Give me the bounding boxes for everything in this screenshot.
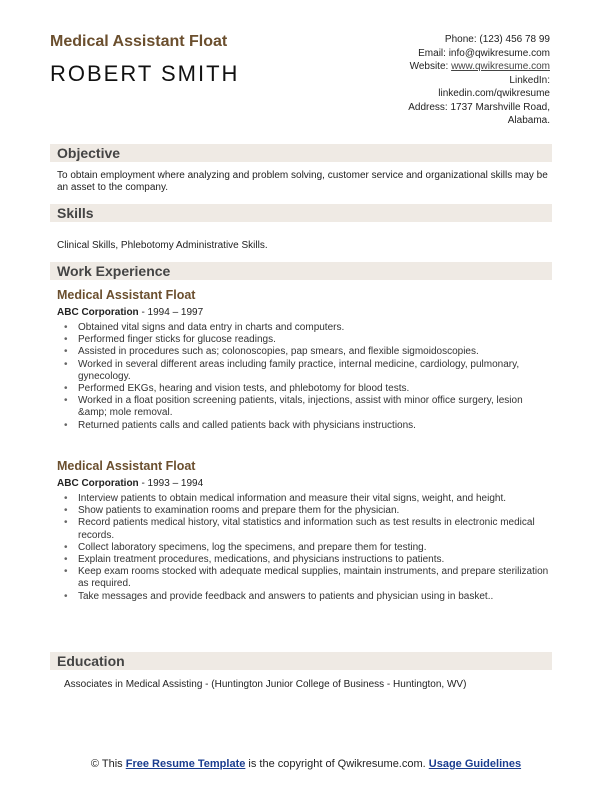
company-line-1 (57, 307, 203, 318)
list-item: • Explain treatment procedures, medications, and physicians instructions to patients. (62, 554, 552, 566)
footer-prefix: © This (90, 758, 126, 770)
list-item: • Obtained vital signs and data entry in charts and computers. (62, 322, 552, 334)
job-bullets-2 (62, 493, 552, 603)
free-resume-template-link[interactable]: Free Resume Template (125, 758, 246, 770)
list-item: • Worked in several different areas including family practice, internal medicine, cardiology, pulmonary, gynecology. (62, 359, 552, 383)
phone: Phone: (123) 456 78 99 (444, 34, 550, 45)
job-title-1: Medical Assistant Float (57, 288, 196, 302)
footer (0, 757, 612, 771)
website-label: Website: (409, 61, 452, 72)
list-item: • Keep exam rooms stocked with adequate medical supplies, maintain instruments, and prepare sterilization as required. (62, 566, 552, 590)
email: Email: info@qwikresume.com (418, 47, 550, 59)
list-item: • Performed EKGs, hearing and vision tests, and phlebotomy for blood tests. (62, 383, 552, 395)
work-section-header (50, 262, 552, 280)
linkedin-url: linkedin.com/qwikresume (438, 88, 550, 99)
education-text: Associates in Medical Assisting - (Huntington Junior College of Business - Huntington, WV) (64, 679, 467, 690)
objective-heading: Objective (57, 145, 121, 161)
work-heading: Work Experience (57, 263, 171, 279)
footer-middle: is the copyright of Qwikresume.com. (245, 758, 429, 770)
education-heading: Education (57, 653, 125, 669)
list-item: • Returned patients calls and called patients back with physicians instructions. (62, 420, 552, 432)
candidate-name: ROBERT SMITH (50, 61, 240, 86)
company-name-2: ABC Corporation (57, 478, 139, 489)
list-item: • Take messages and provide feedback and answers to patients and physician using in basket.. (62, 591, 552, 603)
skills-section-header (50, 204, 552, 222)
list-item: • Performed finger sticks for glucose readings. (62, 334, 552, 346)
address-line1: Address: 1737 Marshville Road, (408, 101, 550, 113)
linkedin-label: LinkedIn: (509, 74, 550, 86)
website-link[interactable]: www.qwikresume.com (451, 61, 550, 72)
company-name-1: ABC Corporation (57, 307, 139, 318)
list-item: • Interview patients to obtain medical information and measure their vital signs, weight, and height. (62, 493, 552, 505)
header-left (50, 33, 239, 87)
education-section-header (50, 652, 552, 670)
list-item: • Collect laboratory specimens, log the specimens, and prepare them for testing. (62, 542, 552, 554)
contact-info (408, 33, 550, 128)
skills-heading: Skills (57, 205, 94, 221)
website (408, 60, 550, 74)
company-line-2 (57, 478, 203, 489)
job-title: Medical Assistant Float (50, 33, 228, 50)
usage-guidelines-link[interactable]: Usage Guidelines (428, 758, 522, 770)
objective-text: To obtain employment where analyzing and problem solving, customer service and organizational skills may be an asset to the company. (57, 170, 548, 193)
objective-section-header (50, 144, 552, 162)
list-item: • Show patients to examination rooms and prepare them for the physician. (62, 505, 552, 517)
list-item: • Assisted in procedures such as; colonoscopies, pap smears, and flexible sigmoidoscopies. (62, 346, 552, 358)
job-dates-2: - 1993 – 1994 (138, 478, 204, 489)
list-item: • Record patients medical history, vital statistics and information such as test results in electronic medical records. (62, 517, 552, 541)
job-dates-1: - 1994 – 1997 (138, 307, 204, 318)
address-line2: Alabama. (507, 115, 550, 126)
job-bullets-1 (62, 322, 552, 432)
list-item: • Worked in a float position screening patients, vitals, injections, assist with minor office surgery, lesion &amp; mole removal. (62, 395, 552, 419)
skills-text: Clinical Skills, Phlebotomy Administrative Skills. (57, 240, 268, 251)
job-title-2: Medical Assistant Float (57, 459, 196, 473)
